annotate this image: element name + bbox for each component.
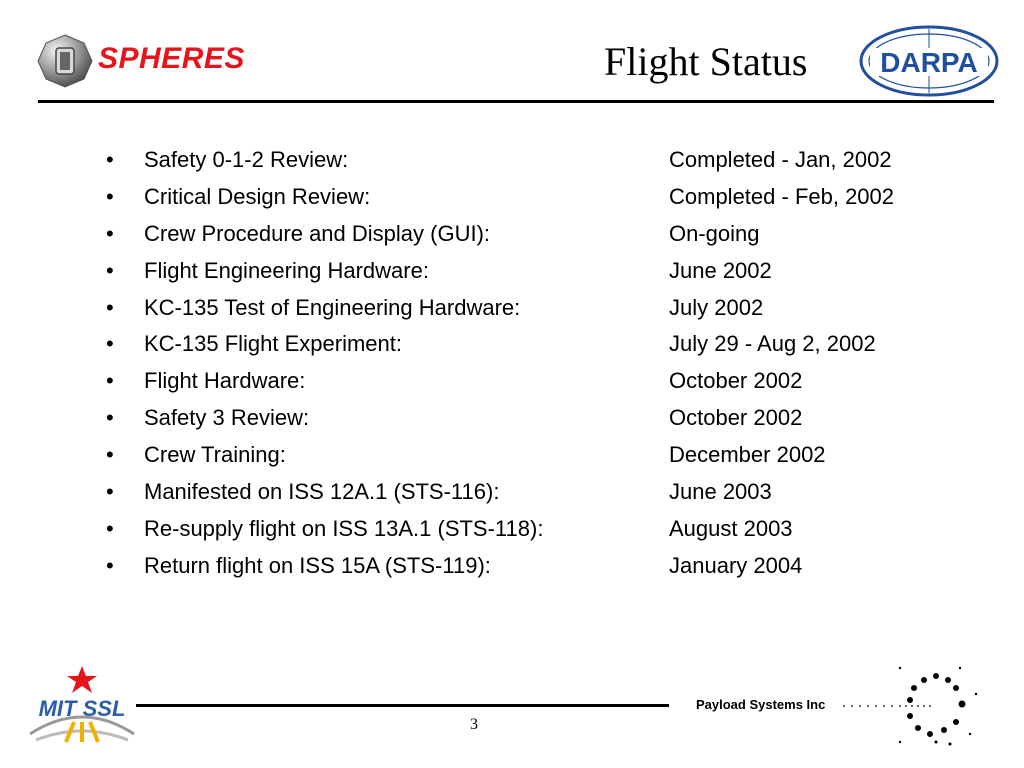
footer-divider [136, 704, 669, 707]
bullet-icon: • [106, 405, 114, 430]
darpa-logo [858, 24, 1000, 98]
bullet-icon: • [106, 221, 114, 246]
bullet-icon: • [106, 479, 114, 504]
item-status: June 2003 [669, 479, 772, 504]
page-number: 3 [470, 716, 478, 733]
bullet-icon: • [106, 258, 114, 283]
item-label: Safety 0-1-2 Review: [144, 147, 349, 172]
item-label: Re-supply flight on ISS 13A.1 (STS-118): [144, 516, 544, 541]
bullet-icon: • [106, 331, 114, 356]
item-label: Flight Hardware: [144, 368, 306, 393]
spheres-sphere-icon [36, 33, 94, 89]
mit-logo-text: MIT SSL [38, 696, 126, 721]
item-status: Completed - Jan, 2002 [669, 147, 892, 172]
item-label: Safety 3 Review: [144, 405, 310, 430]
bullet-icon: • [106, 295, 114, 320]
item-label: Crew Training: [144, 442, 286, 467]
darpa-logo-text: DARPA [880, 47, 978, 78]
bullet-icon: • [106, 442, 114, 467]
item-status: January 2004 [669, 553, 803, 578]
payload-systems-logo [840, 664, 980, 756]
item-status: Completed - Feb, 2002 [669, 184, 895, 209]
item-label: Return flight on ISS 15A (STS-119): [144, 553, 491, 578]
item-label: Manifested on ISS 12A.1 (STS-116): [144, 479, 500, 504]
bullet-icon: • [106, 368, 114, 393]
item-status: August 2003 [669, 516, 793, 541]
item-status: July 29 - Aug 2, 2002 [669, 331, 876, 356]
bullet-icon: • [106, 184, 114, 209]
item-status: December 2002 [669, 442, 826, 467]
item-status: June 2002 [669, 258, 772, 283]
item-label: KC-135 Test of Engineering Hardware: [144, 295, 521, 320]
bullet-icon: • [106, 516, 114, 541]
item-status: October 2002 [669, 368, 803, 393]
item-label: Critical Design Review: [144, 184, 371, 209]
bullet-icon: • [106, 553, 114, 578]
page-title: Flight Status [604, 39, 808, 84]
item-status: July 2002 [669, 295, 764, 320]
item-label: Flight Engineering Hardware: [144, 258, 429, 283]
item-status: On-going [669, 221, 760, 246]
item-status: October 2002 [669, 405, 803, 430]
mit-ssl-logo [26, 664, 138, 744]
item-label: Crew Procedure and Display (GUI): [144, 221, 491, 246]
footer-company: Payload Systems Inc [696, 697, 826, 712]
bullet-icon: • [106, 147, 114, 172]
item-label: KC-135 Flight Experiment: [144, 331, 402, 356]
header-divider [38, 100, 994, 103]
brand-name: SPHERES [98, 42, 245, 75]
